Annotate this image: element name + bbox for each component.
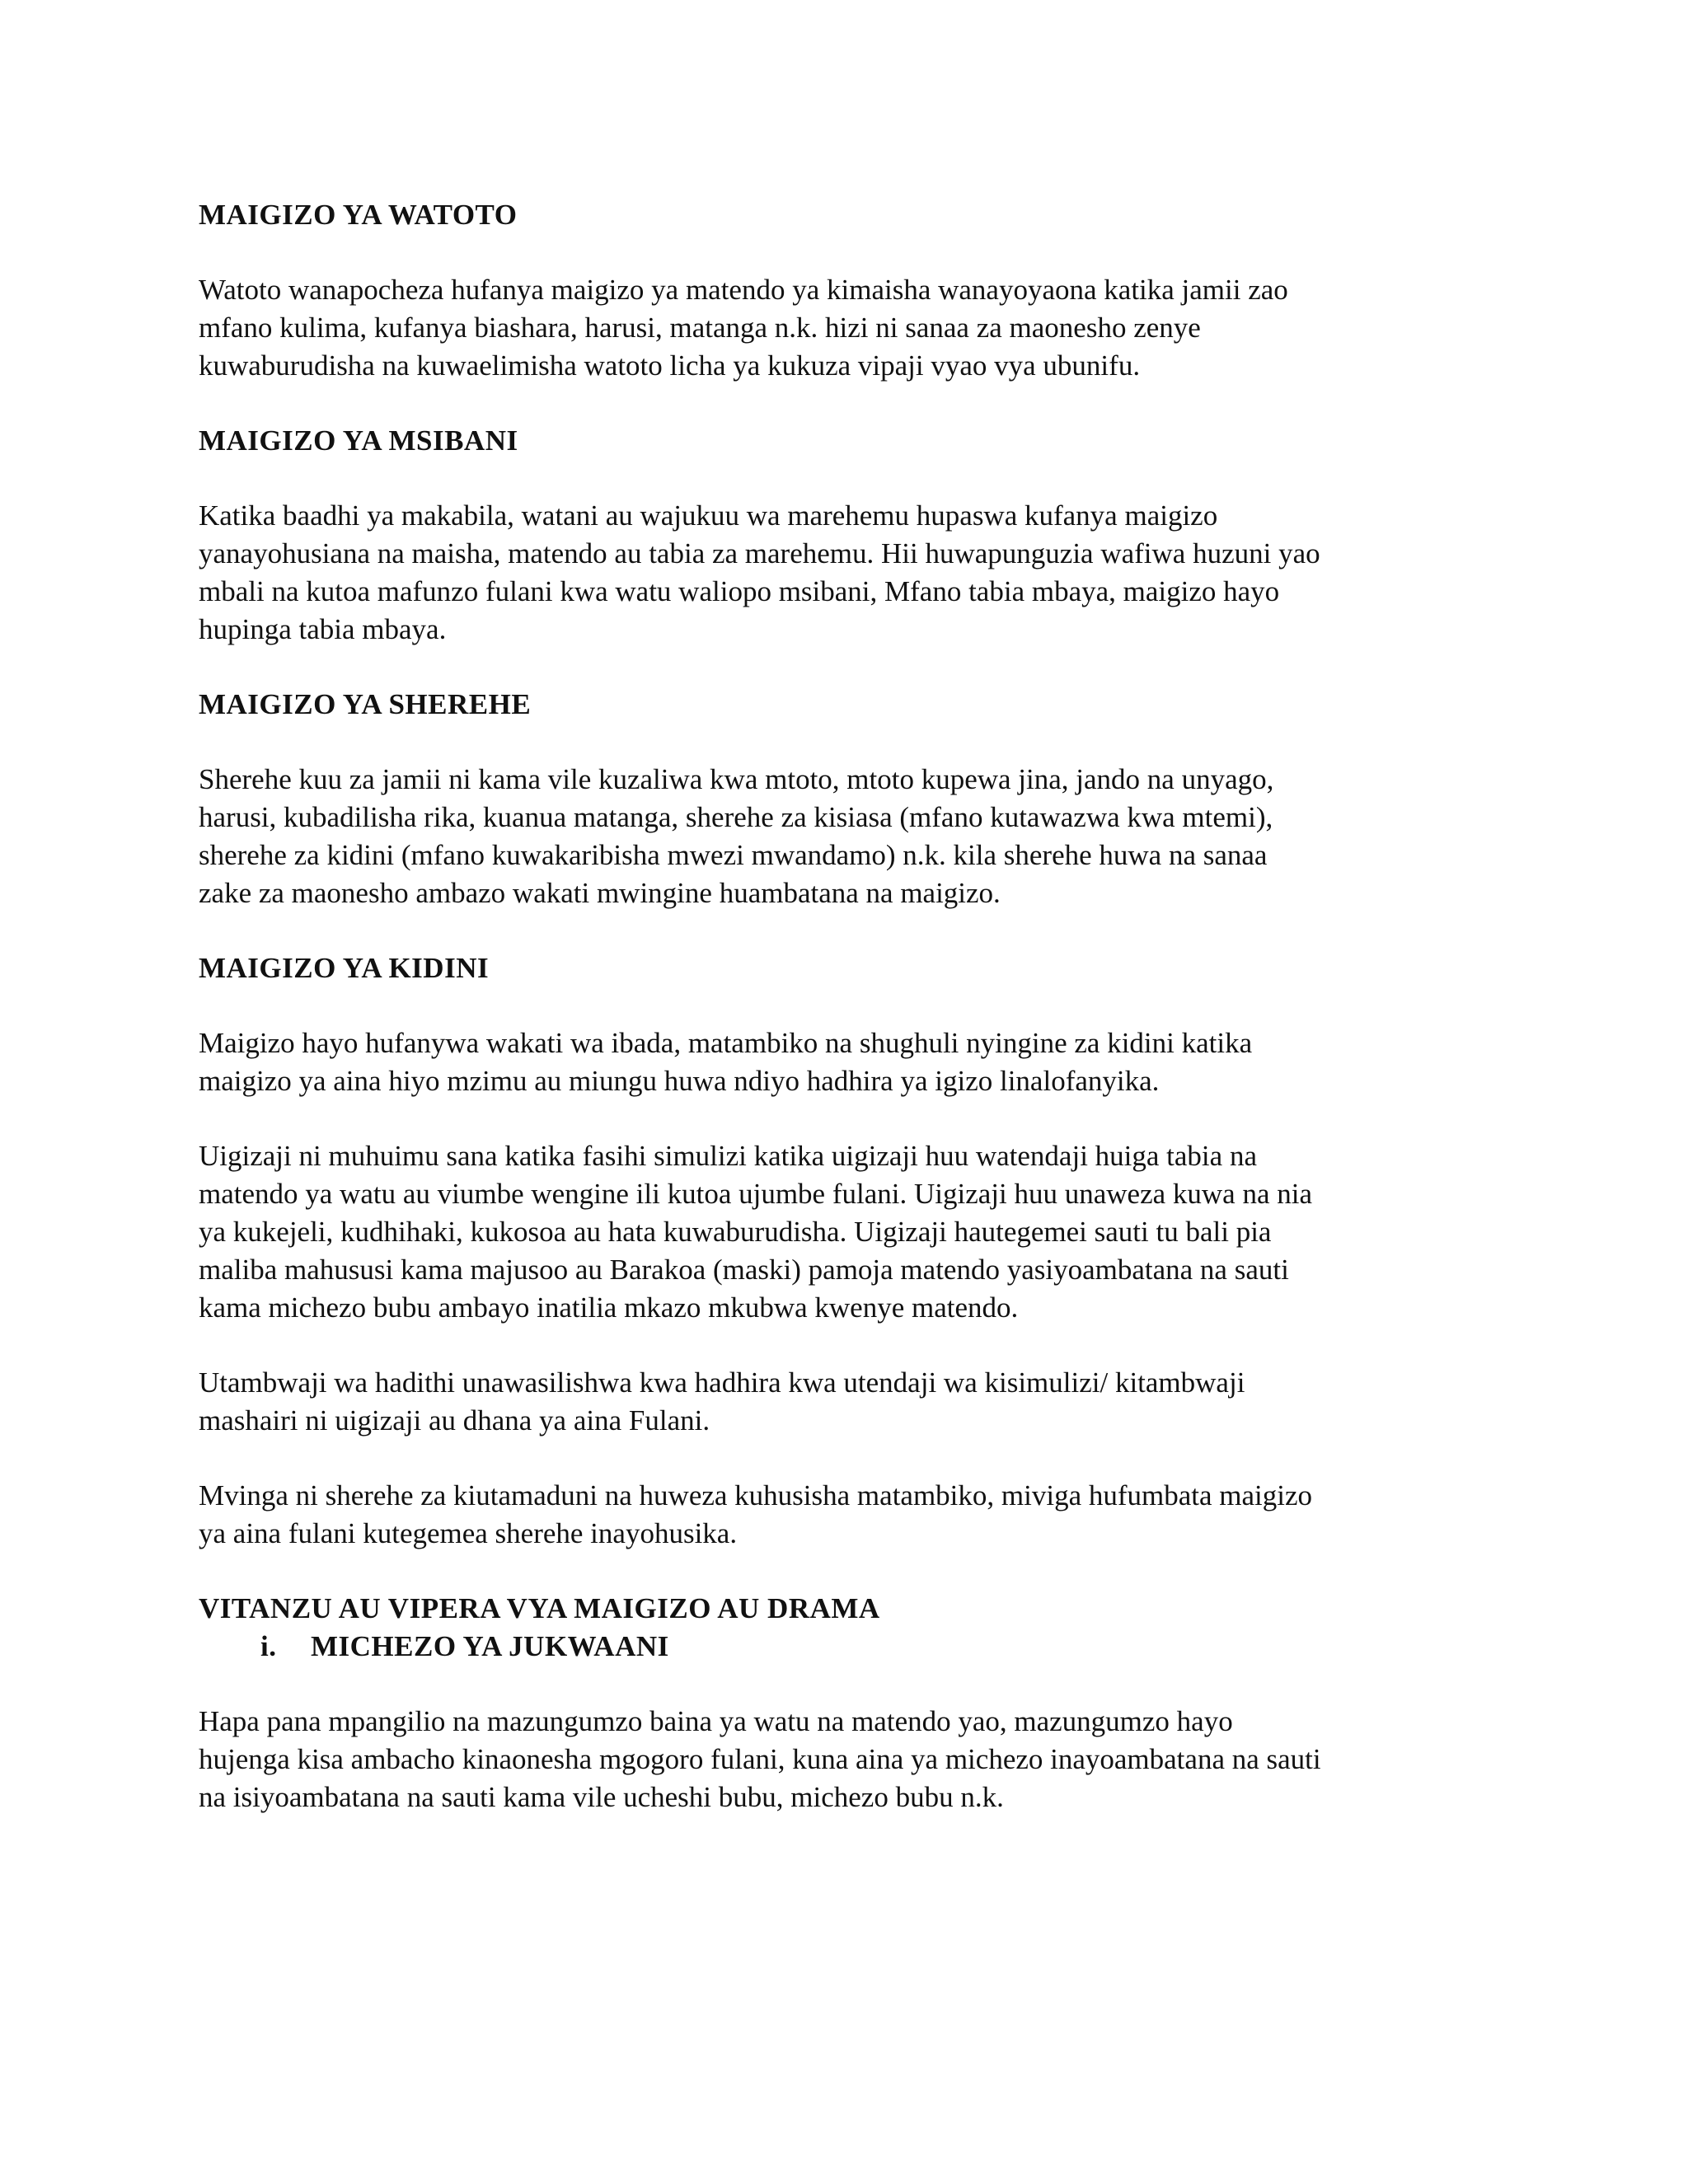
text-line: Watoto wanapocheza hufanya maigizo ya matendo ya kimaisha wanayoyaona katika jamii zao xyxy=(199,274,1288,306)
text-line: hujenga kisa ambacho kinaonesha mgogoro fulani, kuna aina ya michezo inayoambatana na sauti xyxy=(199,1743,1321,1775)
text-line: ya kukejeli, kudhihaki, kukosoa au hata kuwaburudisha. Uigizaji hautegemei sauti tu bali pia xyxy=(199,1216,1272,1248)
text-line: na isiyoambatana na sauti kama vile ucheshi bubu, michezo bubu n.k. xyxy=(199,1781,1004,1813)
text-line: Uigizaji ni muhuimu sana katika fasihi simulizi katika uigizaji huu watendaji huiga tabia na xyxy=(199,1140,1257,1172)
text-line: Sherehe kuu za jamii ni kama vile kuzaliwa kwa mtoto, mtoto kupewa jina, jando na unyago, xyxy=(199,763,1274,795)
text-line: Hapa pana mpangilio na mazungumzo baina ya watu na matendo yao, mazungumzo hayo xyxy=(199,1705,1233,1737)
section-paragraph-kidini xyxy=(199,1024,1484,1100)
section-heading-msibani: MAIGIZO YA MSIBANI xyxy=(199,424,518,457)
section-heading-vitanzu: VITANZU AU VIPERA VYA MAIGIZO AU DRAMA xyxy=(199,1592,880,1624)
list-item-title: MICHEZO YA JUKWAANI xyxy=(311,1630,669,1662)
text-line: Mvinga ni sherehe za kiutamaduni na huweza kuhusisha matambiko, miviga hufumbata maigizo xyxy=(199,1479,1313,1511)
document-body xyxy=(199,196,1484,1816)
text-line: kuwaburudisha na kuwaelimisha watoto licha ya kukuza vipaji vyao vya ubunifu. xyxy=(199,349,1141,382)
paragraph-uigizaji xyxy=(199,1137,1484,1327)
text-line: kama michezo bubu ambayo inatilia mkazo mkubwa kwenye matendo. xyxy=(199,1291,1019,1324)
text-line: mfano kulima, kufanya biashara, harusi, matanga n.k. hizi ni sanaa za maonesho zenye xyxy=(199,312,1201,344)
paragraph-mvinga xyxy=(199,1477,1484,1553)
text-line: mashairi ni uigizaji au dhana ya aina Fulani. xyxy=(199,1404,710,1436)
section-heading-watoto: MAIGIZO YA WATOTO xyxy=(199,199,518,231)
text-line: Utambwaji wa hadithi unawasilishwa kwa hadhira kwa utendaji wa kisimulizi/ kitambwaji xyxy=(199,1366,1245,1399)
section-heading-sherehe: MAIGIZO YA SHEREHE xyxy=(199,688,532,720)
text-line: zake za maonesho ambazo wakati mwingine huambatana na maigizo. xyxy=(199,877,1001,909)
section-heading-kidini: MAIGIZO YA KIDINI xyxy=(199,952,490,984)
list-item-michezo-ya-jukwaani xyxy=(199,1628,1484,1666)
text-line: sherehe za kidini (mfano kuwakaribisha mwezi mwandamo) n.k. kila sherehe huwa na sanaa xyxy=(199,839,1268,871)
text-line: Katika baadhi ya makabila, watani au wajukuu wa marehemu hupaswa kufanya maigizo xyxy=(199,499,1218,532)
paragraph-jukwaani xyxy=(199,1703,1484,1816)
text-line: yanayohusiana na maisha, matendo au tabia za marehemu. Hii huwapunguzia wafiwa huzuni yao xyxy=(199,537,1320,569)
text-line: Maigizo hayo hufanywa wakati wa ibada, matambiko na shughuli nyingine za kidini katika xyxy=(199,1027,1253,1059)
paragraph-utambwaji xyxy=(199,1364,1484,1440)
text-line: ya aina fulani kutegemea sherehe inayohusika. xyxy=(199,1517,738,1549)
text-line: maliba mahususi kama majusoo au Barakoa (maski) pamoja matendo yasiyoambatana na sauti xyxy=(199,1254,1289,1286)
text-line: maigizo ya aina hiyo mzimu au miungu huwa ndiyo hadhira ya igizo linalofanyika. xyxy=(199,1065,1160,1097)
section-paragraph-msibani xyxy=(199,497,1484,649)
list-number: i. xyxy=(260,1630,277,1662)
text-line: hupinga tabia mbaya. xyxy=(199,613,447,645)
text-line: harusi, kubadilisha rika, kuanua matanga, sherehe za kisiasa (mfano kutawazwa kwa mtemi), xyxy=(199,801,1273,833)
text-line: mbali na kutoa mafunzo fulani kwa watu waliopo msibani, Mfano tabia mbaya, maigizo hayo xyxy=(199,575,1280,607)
section-paragraph-sherehe xyxy=(199,761,1484,912)
section-paragraph-watoto xyxy=(199,271,1484,385)
text-line: matendo ya watu au viumbe wengine ili kutoa ujumbe fulani. Uigizaji huu unaweza kuwa na nia xyxy=(199,1178,1312,1210)
